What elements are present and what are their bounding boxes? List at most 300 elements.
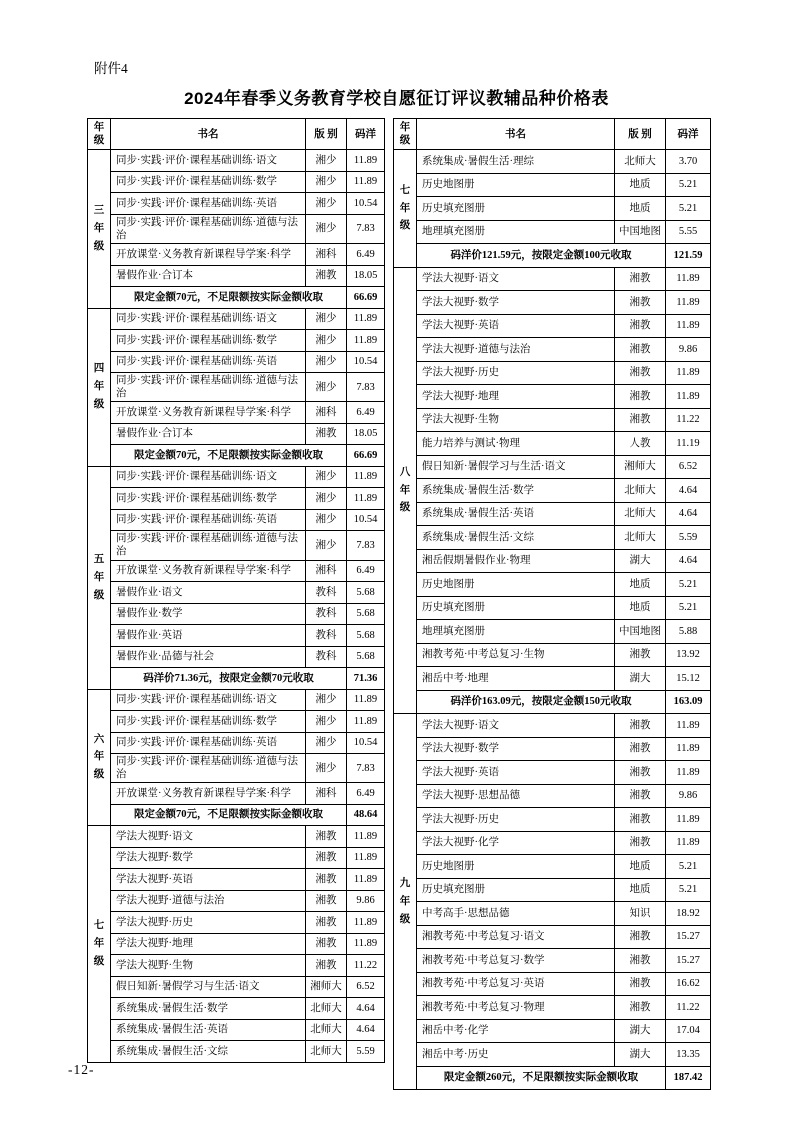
price-cell: 10.54 — [347, 351, 385, 373]
book-row — [88, 373, 385, 402]
book-title-cell: 同步·实践·评价·课程基础训练·语文 — [111, 689, 306, 711]
publisher-cell: 湖大 — [615, 549, 666, 573]
book-row — [88, 1041, 385, 1063]
book-title-cell: 同步·实践·评价·课程基础训练·数学 — [111, 711, 306, 733]
book-row — [88, 955, 385, 977]
subtotal-row — [394, 244, 711, 268]
column-header: 年级 — [394, 119, 417, 150]
book-title-cell: 历史地图册 — [417, 173, 615, 197]
grade-cell: 八年级 — [394, 267, 417, 714]
publisher-cell: 地质 — [615, 173, 666, 197]
price-cell: 11.89 — [666, 385, 711, 409]
book-title-cell: 学法大视野·数学 — [417, 291, 615, 315]
book-row — [88, 625, 385, 647]
book-title-cell: 同步·实践·评价·课程基础训练·语文 — [111, 466, 306, 488]
book-row — [394, 549, 711, 573]
book-title-cell: 湘岳假期暑假作业·物理 — [417, 549, 615, 573]
book-row — [88, 869, 385, 891]
price-cell: 11.89 — [347, 847, 385, 869]
publisher-cell: 人教 — [615, 432, 666, 456]
price-cell: 9.86 — [666, 338, 711, 362]
book-row — [88, 308, 385, 330]
publisher-cell: 湖大 — [615, 1019, 666, 1043]
book-title-cell: 湘教考苑·中考总复习·生物 — [417, 643, 615, 667]
publisher-cell: 湘教 — [306, 265, 347, 287]
book-title-cell: 暑假作业·语文 — [111, 582, 306, 604]
book-row — [88, 646, 385, 668]
publisher-cell: 湘教 — [615, 291, 666, 315]
book-title-cell: 开放课堂·义务教育新课程导学案·科学 — [111, 244, 306, 266]
book-row — [394, 972, 711, 996]
book-row — [88, 603, 385, 625]
book-title-cell: 系统集成·暑假生活·文综 — [417, 526, 615, 550]
price-cell: 4.64 — [347, 1019, 385, 1041]
publisher-cell: 湘教 — [615, 408, 666, 432]
price-cell: 11.89 — [347, 466, 385, 488]
book-row — [394, 408, 711, 432]
publisher-cell: 教科 — [306, 625, 347, 647]
publisher-cell: 湘师大 — [615, 455, 666, 479]
page-title: 2024年春季义务教育学校自愿征订评议教辅品种价格表 — [184, 89, 609, 108]
publisher-cell: 湘少 — [306, 330, 347, 352]
book-row — [394, 173, 711, 197]
price-cell: 11.89 — [347, 171, 385, 193]
grade-cell: 三年级 — [88, 150, 111, 308]
book-title-cell: 同步·实践·评价·课程基础训练·英语 — [111, 193, 306, 215]
grade-cell: 七年级 — [394, 150, 417, 268]
grade-cell: 七年级 — [88, 826, 111, 1063]
publisher-cell: 湘教 — [306, 890, 347, 912]
book-row — [394, 385, 711, 409]
book-row — [88, 711, 385, 733]
book-row — [394, 267, 711, 291]
publisher-cell: 湘教 — [615, 643, 666, 667]
publisher-cell: 湘科 — [306, 244, 347, 266]
publisher-cell: 北师大 — [306, 1041, 347, 1063]
column-header: 版 别 — [306, 119, 347, 150]
book-row — [88, 330, 385, 352]
book-row — [88, 826, 385, 848]
column-header: 年级 — [88, 119, 111, 150]
book-row — [88, 732, 385, 754]
book-row — [394, 784, 711, 808]
publisher-cell: 湘少 — [306, 711, 347, 733]
publisher-cell: 湘师大 — [306, 976, 347, 998]
book-title-cell: 学法大视野·思想品德 — [417, 784, 615, 808]
book-row — [394, 150, 711, 174]
book-title-cell: 同步·实践·评价·课程基础训练·道德与法治 — [111, 214, 306, 243]
book-title-cell: 学法大视野·道德与法治 — [111, 890, 306, 912]
publisher-cell: 北师大 — [615, 526, 666, 550]
book-row — [88, 488, 385, 510]
subtotal-label-cell: 限定金额70元，不足限额按实际金额收取 — [111, 804, 347, 826]
subtotal-row — [394, 1066, 711, 1090]
book-title-cell: 学法大视野·英语 — [111, 869, 306, 891]
price-cell: 4.64 — [666, 479, 711, 503]
price-cell: 11.22 — [666, 996, 711, 1020]
book-row — [88, 933, 385, 955]
publisher-cell: 湘科 — [306, 560, 347, 582]
publisher-cell: 地质 — [615, 878, 666, 902]
book-title-cell: 同步·实践·评价·课程基础训练·数学 — [111, 330, 306, 352]
price-cell: 10.54 — [347, 509, 385, 531]
grade-cell: 五年级 — [88, 466, 111, 689]
subtotal-value-cell: 163.09 — [666, 690, 711, 714]
book-title-cell: 开放课堂·义务教育新课程导学案·科学 — [111, 402, 306, 424]
publisher-cell: 湘少 — [306, 754, 347, 783]
book-title-cell: 同步·实践·评价·课程基础训练·语文 — [111, 150, 306, 172]
book-row — [394, 573, 711, 597]
subtotal-row — [88, 445, 385, 467]
subtotal-row — [394, 690, 711, 714]
book-row — [88, 150, 385, 172]
price-cell: 6.52 — [347, 976, 385, 998]
publisher-cell: 中国地图 — [615, 220, 666, 244]
book-row — [394, 878, 711, 902]
publisher-cell: 湘少 — [306, 732, 347, 754]
publisher-cell: 湘教 — [615, 972, 666, 996]
publisher-cell: 湘教 — [615, 761, 666, 785]
price-cell: 4.64 — [347, 998, 385, 1020]
publisher-cell: 湘少 — [306, 171, 347, 193]
subtotal-label-cell: 码洋价121.59元，按限定金额100元收取 — [417, 244, 666, 268]
publisher-cell: 湘少 — [306, 351, 347, 373]
book-title-cell: 同步·实践·评价·课程基础训练·道德与法治 — [111, 373, 306, 402]
price-cell: 5.68 — [347, 582, 385, 604]
subtotal-value-cell: 66.69 — [347, 445, 385, 467]
publisher-cell: 湘教 — [615, 714, 666, 738]
book-title-cell: 学法大视野·历史 — [417, 361, 615, 385]
publisher-cell: 湘少 — [306, 488, 347, 510]
book-row — [88, 423, 385, 445]
book-row — [88, 976, 385, 998]
price-cell: 11.89 — [666, 314, 711, 338]
subtotal-label-cell: 限定金额260元，不足限额按实际金额收取 — [417, 1066, 666, 1090]
price-cell: 11.89 — [347, 308, 385, 330]
book-title-cell: 学法大视野·语文 — [417, 267, 615, 291]
book-title-cell: 同步·实践·评价·课程基础训练·数学 — [111, 488, 306, 510]
column-header: 版 别 — [615, 119, 666, 150]
book-title-cell: 系统集成·暑假生活·英语 — [111, 1019, 306, 1041]
price-cell: 10.54 — [347, 732, 385, 754]
price-table-left — [87, 118, 385, 1063]
publisher-cell: 湘教 — [615, 267, 666, 291]
subtotal-label-cell: 限定金额70元，不足限额按实际金额收取 — [111, 445, 347, 467]
book-row — [394, 949, 711, 973]
price-cell: 7.83 — [347, 373, 385, 402]
book-row — [394, 620, 711, 644]
price-cell: 18.92 — [666, 902, 711, 926]
price-cell: 15.12 — [666, 667, 711, 691]
price-cell: 15.27 — [666, 949, 711, 973]
book-row — [88, 890, 385, 912]
book-row — [394, 925, 711, 949]
price-cell: 11.89 — [347, 330, 385, 352]
price-cell: 11.89 — [347, 689, 385, 711]
book-title-cell: 系统集成·暑假生活·数学 — [111, 998, 306, 1020]
book-row — [88, 193, 385, 215]
subtotal-label-cell: 码洋价71.36元，按限定金额70元收取 — [111, 668, 347, 690]
subtotal-row — [88, 668, 385, 690]
price-cell: 5.68 — [347, 646, 385, 668]
price-cell: 5.21 — [666, 197, 711, 221]
book-title-cell: 学法大视野·数学 — [111, 847, 306, 869]
price-cell: 6.49 — [347, 244, 385, 266]
price-cell: 7.83 — [347, 754, 385, 783]
book-title-cell: 历史地图册 — [417, 573, 615, 597]
publisher-cell: 湘教 — [615, 996, 666, 1020]
publisher-cell: 湖大 — [615, 1043, 666, 1067]
book-row — [88, 912, 385, 934]
price-cell: 11.89 — [666, 831, 711, 855]
price-cell: 15.27 — [666, 925, 711, 949]
book-title-cell: 暑假作业·合订本 — [111, 265, 306, 287]
price-cell: 6.52 — [666, 455, 711, 479]
book-row — [88, 560, 385, 582]
publisher-cell: 湘少 — [306, 193, 347, 215]
grade-cell: 四年级 — [88, 308, 111, 466]
book-row — [394, 455, 711, 479]
book-title-cell: 湘岳中考·地理 — [417, 667, 615, 691]
price-cell: 5.55 — [666, 220, 711, 244]
book-title-cell: 暑假作业·合订本 — [111, 423, 306, 445]
book-title-cell: 湘教考苑·中考总复习·语文 — [417, 925, 615, 949]
publisher-cell: 地质 — [615, 573, 666, 597]
book-row — [88, 402, 385, 424]
book-title-cell: 系统集成·暑假生活·英语 — [417, 502, 615, 526]
price-cell: 5.68 — [347, 603, 385, 625]
publisher-cell: 湘教 — [306, 955, 347, 977]
price-cell: 11.89 — [347, 826, 385, 848]
book-row — [394, 291, 711, 315]
book-title-cell: 假日知新·暑假学习与生活·语文 — [111, 976, 306, 998]
book-title-cell: 学法大视野·生物 — [111, 955, 306, 977]
price-cell: 11.89 — [666, 267, 711, 291]
publisher-cell: 湘少 — [306, 308, 347, 330]
publisher-cell: 湘教 — [306, 423, 347, 445]
price-tables — [87, 118, 711, 1090]
publisher-cell: 湘少 — [306, 531, 347, 560]
subtotal-row — [88, 287, 385, 309]
publisher-cell: 湘科 — [306, 783, 347, 805]
book-row — [394, 314, 711, 338]
book-title-cell: 学法大视野·道德与法治 — [417, 338, 615, 362]
book-title-cell: 同步·实践·评价·课程基础训练·语文 — [111, 308, 306, 330]
book-title-cell: 系统集成·暑假生活·文综 — [111, 1041, 306, 1063]
price-cell: 11.89 — [666, 761, 711, 785]
publisher-cell: 教科 — [306, 646, 347, 668]
book-row — [394, 761, 711, 785]
column-header: 码洋 — [666, 119, 711, 150]
publisher-cell: 湘教 — [615, 314, 666, 338]
subtotal-value-cell: 48.64 — [347, 804, 385, 826]
book-title-cell: 同步·实践·评价·课程基础训练·英语 — [111, 732, 306, 754]
book-title-cell: 学法大视野·历史 — [111, 912, 306, 934]
header-row — [394, 119, 711, 150]
publisher-cell: 湘科 — [306, 402, 347, 424]
publisher-cell: 湘少 — [306, 466, 347, 488]
subtotal-row — [88, 804, 385, 826]
book-title-cell: 学法大视野·历史 — [417, 808, 615, 832]
price-cell: 7.83 — [347, 531, 385, 560]
price-cell: 11.89 — [666, 361, 711, 385]
publisher-cell: 北师大 — [306, 998, 347, 1020]
subtotal-label-cell: 码洋价163.09元，按限定金额150元收取 — [417, 690, 666, 714]
book-row — [88, 351, 385, 373]
price-cell: 13.92 — [666, 643, 711, 667]
publisher-cell: 地质 — [615, 855, 666, 879]
price-cell: 11.89 — [347, 488, 385, 510]
book-row — [394, 831, 711, 855]
book-title-cell: 暑假作业·品德与社会 — [111, 646, 306, 668]
price-cell: 11.22 — [666, 408, 711, 432]
publisher-cell: 北师大 — [306, 1019, 347, 1041]
price-cell: 11.89 — [347, 933, 385, 955]
price-cell: 13.35 — [666, 1043, 711, 1067]
price-cell: 11.89 — [666, 291, 711, 315]
book-row — [394, 808, 711, 832]
price-cell: 11.22 — [347, 955, 385, 977]
price-cell: 11.89 — [347, 711, 385, 733]
subtotal-label-cell: 限定金额70元，不足限额按实际金额收取 — [111, 287, 347, 309]
publisher-cell: 湘教 — [615, 338, 666, 362]
book-title-cell: 同步·实践·评价·课程基础训练·英语 — [111, 509, 306, 531]
book-title-cell: 湘岳中考·化学 — [417, 1019, 615, 1043]
book-title-cell: 学法大视野·地理 — [417, 385, 615, 409]
price-cell: 4.64 — [666, 549, 711, 573]
publisher-cell: 湘少 — [306, 150, 347, 172]
book-title-cell: 系统集成·暑假生活·理综 — [417, 150, 615, 174]
column-header: 书名 — [417, 119, 615, 150]
publisher-cell: 地质 — [615, 596, 666, 620]
price-cell: 5.88 — [666, 620, 711, 644]
price-cell: 5.21 — [666, 596, 711, 620]
publisher-cell: 湘教 — [615, 831, 666, 855]
book-title-cell: 暑假作业·数学 — [111, 603, 306, 625]
publisher-cell: 湘少 — [306, 214, 347, 243]
book-title-cell: 开放课堂·义务教育新课程导学案·科学 — [111, 560, 306, 582]
price-cell: 11.89 — [666, 737, 711, 761]
price-cell: 6.49 — [347, 560, 385, 582]
book-row — [88, 1019, 385, 1041]
book-row — [394, 220, 711, 244]
price-cell: 3.70 — [666, 150, 711, 174]
price-cell: 11.89 — [666, 714, 711, 738]
book-row — [394, 432, 711, 456]
book-row — [394, 479, 711, 503]
publisher-cell: 北师大 — [615, 150, 666, 174]
price-cell: 11.89 — [347, 912, 385, 934]
publisher-cell: 北师大 — [615, 502, 666, 526]
page-number: -12- — [68, 1062, 95, 1077]
book-title-cell: 能力培养与测试·物理 — [417, 432, 615, 456]
publisher-cell: 湘教 — [615, 784, 666, 808]
book-title-cell: 历史填充图册 — [417, 197, 615, 221]
book-title-cell: 同步·实践·评价·课程基础训练·道德与法治 — [111, 531, 306, 560]
book-row — [394, 197, 711, 221]
book-row — [88, 783, 385, 805]
subtotal-value-cell: 121.59 — [666, 244, 711, 268]
publisher-cell: 湘教 — [306, 933, 347, 955]
book-row — [394, 902, 711, 926]
book-row — [88, 998, 385, 1020]
publisher-cell: 中国地图 — [615, 620, 666, 644]
book-title-cell: 湘教考苑·中考总复习·物理 — [417, 996, 615, 1020]
publisher-cell: 湖大 — [615, 667, 666, 691]
price-cell: 11.89 — [666, 808, 711, 832]
book-row — [394, 643, 711, 667]
price-cell: 7.83 — [347, 214, 385, 243]
price-cell: 5.21 — [666, 855, 711, 879]
price-cell: 18.05 — [347, 265, 385, 287]
book-row — [394, 361, 711, 385]
book-title-cell: 系统集成·暑假生活·数学 — [417, 479, 615, 503]
publisher-cell: 湘教 — [306, 912, 347, 934]
book-row — [88, 689, 385, 711]
publisher-cell: 地质 — [615, 197, 666, 221]
book-title-cell: 同步·实践·评价·课程基础训练·道德与法治 — [111, 754, 306, 783]
price-cell: 10.54 — [347, 193, 385, 215]
price-cell: 5.21 — [666, 573, 711, 597]
publisher-cell: 湘教 — [615, 925, 666, 949]
price-cell: 5.59 — [666, 526, 711, 550]
book-title-cell: 学法大视野·英语 — [417, 761, 615, 785]
publisher-cell: 知识 — [615, 902, 666, 926]
subtotal-value-cell: 187.42 — [666, 1066, 711, 1090]
book-row — [88, 265, 385, 287]
column-header: 码洋 — [347, 119, 385, 150]
book-title-cell: 历史地图册 — [417, 855, 615, 879]
book-row — [394, 1043, 711, 1067]
book-row — [394, 1019, 711, 1043]
book-title-cell: 学法大视野·数学 — [417, 737, 615, 761]
book-title-cell: 地理填充图册 — [417, 220, 615, 244]
price-cell: 9.86 — [666, 784, 711, 808]
book-row — [88, 509, 385, 531]
publisher-cell: 湘少 — [306, 689, 347, 711]
book-title-cell: 中考高手·思想品德 — [417, 902, 615, 926]
book-title-cell: 湘岳中考·历史 — [417, 1043, 615, 1067]
publisher-cell: 湘教 — [615, 737, 666, 761]
publisher-cell: 湘教 — [615, 808, 666, 832]
subtotal-value-cell: 66.69 — [347, 287, 385, 309]
price-cell: 6.49 — [347, 402, 385, 424]
publisher-cell: 教科 — [306, 582, 347, 604]
book-row — [394, 996, 711, 1020]
header-row — [88, 119, 385, 150]
publisher-cell: 湘教 — [615, 949, 666, 973]
grade-cell: 九年级 — [394, 714, 417, 1090]
publisher-cell: 湘少 — [306, 509, 347, 531]
book-row — [88, 214, 385, 243]
attachment-label: 附件4 — [94, 61, 128, 76]
price-cell: 5.68 — [347, 625, 385, 647]
book-title-cell: 暑假作业·英语 — [111, 625, 306, 647]
price-cell: 4.64 — [666, 502, 711, 526]
price-cell: 5.21 — [666, 173, 711, 197]
book-title-cell: 地理填充图册 — [417, 620, 615, 644]
publisher-cell: 北师大 — [615, 479, 666, 503]
price-cell: 9.86 — [347, 890, 385, 912]
price-cell: 11.89 — [347, 150, 385, 172]
price-cell: 5.21 — [666, 878, 711, 902]
book-title-cell: 学法大视野·语文 — [111, 826, 306, 848]
book-title-cell: 同步·实践·评价·课程基础训练·英语 — [111, 351, 306, 373]
book-title-cell: 历史填充图册 — [417, 878, 615, 902]
book-title-cell: 湘教考苑·中考总复习·英语 — [417, 972, 615, 996]
book-title-cell: 学法大视野·语文 — [417, 714, 615, 738]
book-row — [88, 754, 385, 783]
